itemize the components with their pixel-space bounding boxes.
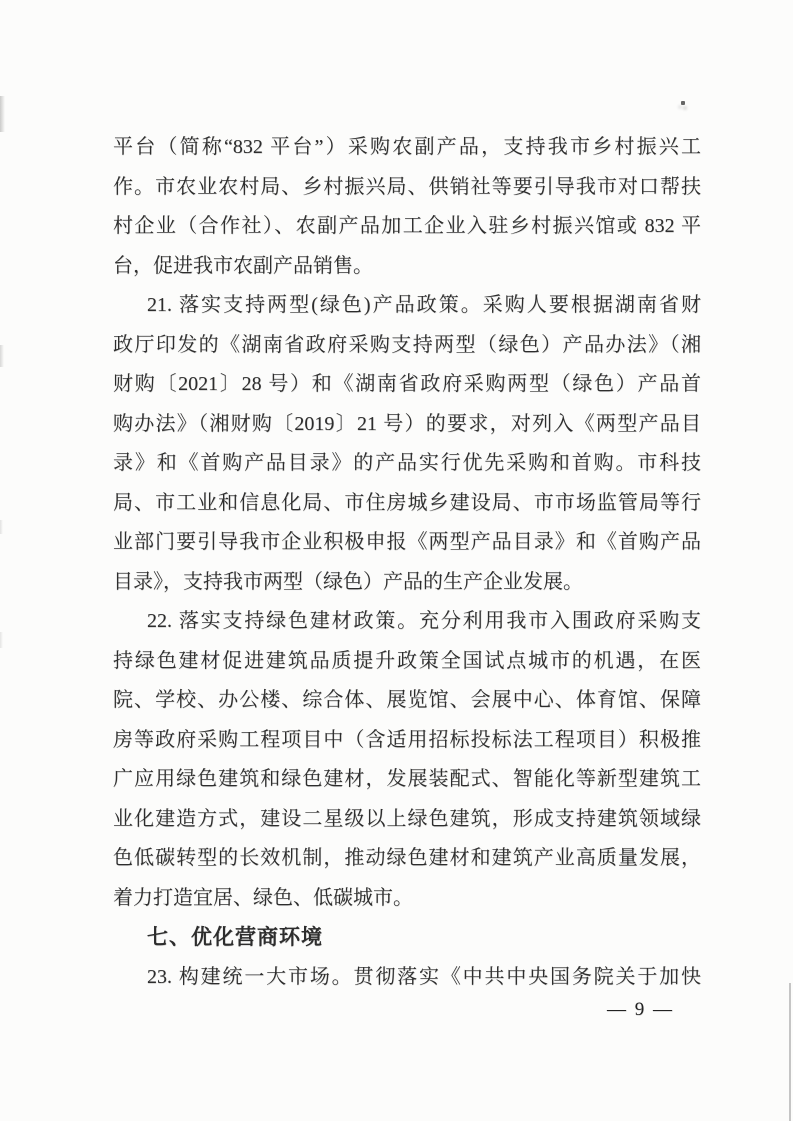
scan-edge-artifact <box>0 96 5 132</box>
text-line: 村企业（合作社）、农副产品加工企业入驻乡村振兴馆或 832 平 <box>113 215 701 237</box>
document-text-block <box>113 128 701 997</box>
text-line: 色低碳转型的长效机制，推动绿色建材和建筑产业高质量发展， <box>113 847 701 869</box>
text-line: 台，促进我市农副产品销售。 <box>113 254 373 277</box>
scan-edge-artifact <box>0 632 3 648</box>
text-line: 平台（简称“832 平台”）采购农副产品，支持我市乡村振兴工 <box>113 136 701 158</box>
paragraph-continuation <box>113 128 701 286</box>
text-line: 局、市工业和信息化局、市住房城乡建设局、市市场监管局等行 <box>113 491 701 514</box>
text-line: 广应用绿色建筑和绿色建材，发展装配式、智能化等新型建筑工 <box>113 768 701 790</box>
scan-edge-artifact <box>0 520 3 534</box>
scan-edge-artifact <box>789 983 791 1121</box>
paragraph-item-21 <box>113 286 701 602</box>
text-line: 目录》，支持我市两型（绿色）产品的生产企业发展。 <box>113 570 583 593</box>
text-line: 业部门要引导我市企业积极申报《两型产品目录》和《首购产品 <box>113 531 701 553</box>
page-number: — 9 — <box>607 999 674 1020</box>
text-line: 23. 构建统一大市场。贯彻落实《中共中央国务院关于加快 <box>147 965 701 988</box>
text-line: 房等政府采购工程项目中（含适用招标投标法工程项目）积极推 <box>113 728 701 751</box>
text-line: 业化建造方式，建设二星级以上绿色建筑，形成支持建筑领域绿 <box>113 807 701 830</box>
text-line: 购办法》（湘财购〔2019〕21 号）的要求，对列入《两型产品目 <box>113 412 701 435</box>
text-line: 政厅印发的《湖南省政府采购支持两型（绿色）产品办法》（湘 <box>113 333 701 356</box>
text-line: 作。市农业农村局、乡村振兴局、供销社等要引导我市对口帮扶 <box>113 175 701 198</box>
text-line: 21. 落实支持两型(绿色)产品政策。采购人要根据湖南省财 <box>147 294 701 316</box>
section-heading: 七、优化营商环境 <box>147 926 323 949</box>
paragraph-item-23 <box>113 958 701 998</box>
scan-speck <box>681 101 685 105</box>
text-line: 院、学校、办公楼、综合体、展览馆、会展中心、体育馆、保障 <box>113 689 701 711</box>
text-line: 22. 落实支持绿色建材政策。充分利用我市入围政府采购支 <box>147 610 701 632</box>
text-line: 持绿色建材促进建筑品质提升政策全国试点城市的机遇，在医 <box>113 649 701 672</box>
text-line: 财购〔2021〕28 号）和《湖南省政府采购两型（绿色）产品首 <box>113 373 701 395</box>
scan-edge-artifact <box>0 345 4 367</box>
paragraph-item-22 <box>113 602 701 918</box>
text-line: 录》和《首购产品目录》的产品实行优先采购和首购。市科技 <box>113 452 701 474</box>
text-line: 着力打造宜居、绿色、低碳城市。 <box>113 886 413 909</box>
